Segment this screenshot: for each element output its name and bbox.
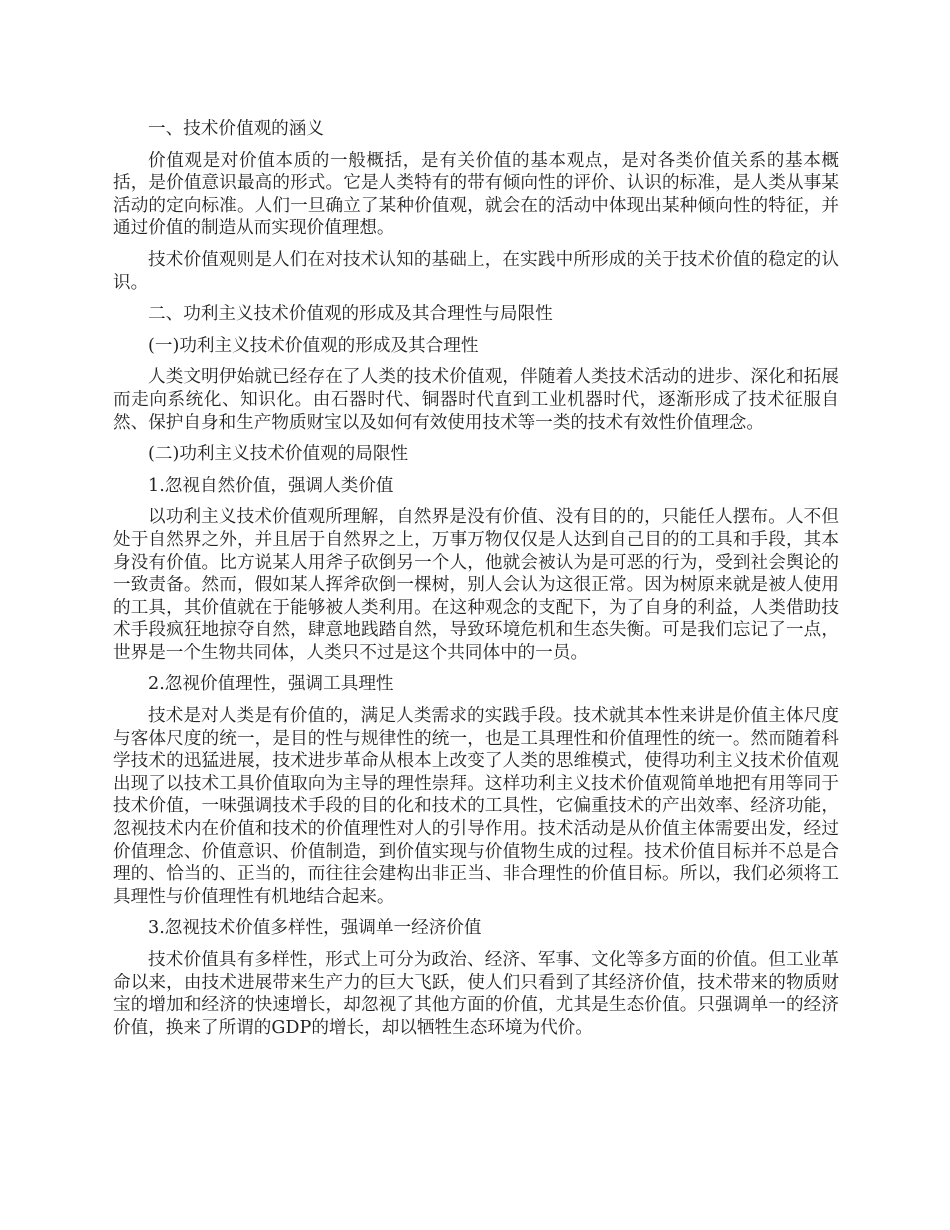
paragraph-point-1: 以功利主义技术价值观所理解，自然界是没有价值、没有目的的，只能任人摆布。人不但处于自然界之外，并且居于自然界之上，万事万物仅仅是人达到自己目的的工具和手段，其本身没有价值。比方说某人用斧子砍倒另一个人，他就会被认为是可恶的行为，受到社会舆论的一致责备。然而，假如某人挥斧砍倒一棵树，别人会认为这很正常。因为树原来就是被人使用的工具，其价值就在于能够被人类利用。在这种观念的支配下，为了自身的利益，人类借助技术手段疯狂地掠夺自然，肆意地践踏自然，导致环境危机和生态失衡。可是我们忘记了一点，世界是一个生物共同体，人类只不过是这个共同体中的一员。 bbox=[113, 507, 839, 663]
section-heading-2: 二、功利主义技术价值观的形成及其合理性与局限性 bbox=[148, 304, 553, 325]
subsection-heading-1: (一)功利主义技术价值观的形成及其合理性 bbox=[148, 335, 479, 356]
paragraph-value-definition: 价值观是对价值本质的一般概括，是有关价值的基本观点，是对各类价值关系的基本概括，是价值意识最高的形式。它是人类特有的带有倾向性的评价、认识的标准，是人类从事某活动的定向标准。人们一旦确立了某种价值观，就会在的活动中体现出某种倾向性的特征，并通过价值的制造从而实现价值理想。 bbox=[113, 150, 839, 239]
paragraph-formation: 人类文明伊始就已经存在了人类的技术价值观，伴随着人类技术活动的进步、深化和拓展而走向系统化、知识化。由石器时代、铜器时代直到工业机器时代，逐渐形成了技术征服自然、保护自身和生产物质财宝以及如何有效使用技术等一类的技术有效性价值理念。 bbox=[113, 367, 839, 433]
subsection-heading-2: (二)功利主义技术价值观的局限性 bbox=[148, 444, 409, 465]
document-page bbox=[113, 118, 839, 1039]
section-heading-1: 一、技术价值观的涵义 bbox=[148, 119, 324, 139]
point-heading-2: 2.忽视价值理性，强调工具理性 bbox=[148, 674, 394, 695]
paragraph-point-2: 技术是对人类是有价值的，满足人类需求的实践手段。技术就其本性来讲是价值主体尺度与客体尺度的统一，是目的性与规律性的统一，也是工具理性和价值理性的统一。然而随着科学技术的迅猛进展，技术进步革命从根本上改变了人类的思维模式，使得功利主义技术价值观出现了以技术工具价值取向为主导的理性崇拜。这样功利主义技术价值观简单地把有用等同于技术价值，一味强调技术手段的目的化和技术的工具性，它偏重技术的产出效率、经济功能，忽视技术内在价值和技术的价值理性对人的引导作用。技术活动是从价值主体需要出发，经过价值理念、价值意识、价值制造，到价值实现与价值物生成的过程。技术价值目标并不总是合理的、恰当的、正当的，而往往会建构出非正当、非合理性的价值目标。所以，我们必须将工具理性与价值理性有机地结合起来。 bbox=[113, 706, 839, 907]
point-heading-1: 1.忽视自然价值，强调人类价值 bbox=[148, 475, 394, 496]
paragraph-point-3: 技术价值具有多样性，形式上可分为政治、经济、军事、文化等多方面的价值。但工业革命以来，由技术进展带来生产力的巨大飞跃，使人们只看到了其经济价值，技术带来的物质财宝的增加和经济的快速增长，却忽视了其他方面的价值，尤其是生态价值。只强调单一的经济价值，换来了所谓的GDP的增长，却以牺牲生态环境为代价。 bbox=[113, 950, 839, 1038]
paragraph-tech-value-definition: 技术价值观则是人们在对技术认知的基础上，在实践中所形成的关于技术价值的稳定的认识。 bbox=[113, 249, 839, 293]
point-heading-3: 3.忽视技术价值多样性，强调单一经济价值 bbox=[148, 918, 482, 939]
